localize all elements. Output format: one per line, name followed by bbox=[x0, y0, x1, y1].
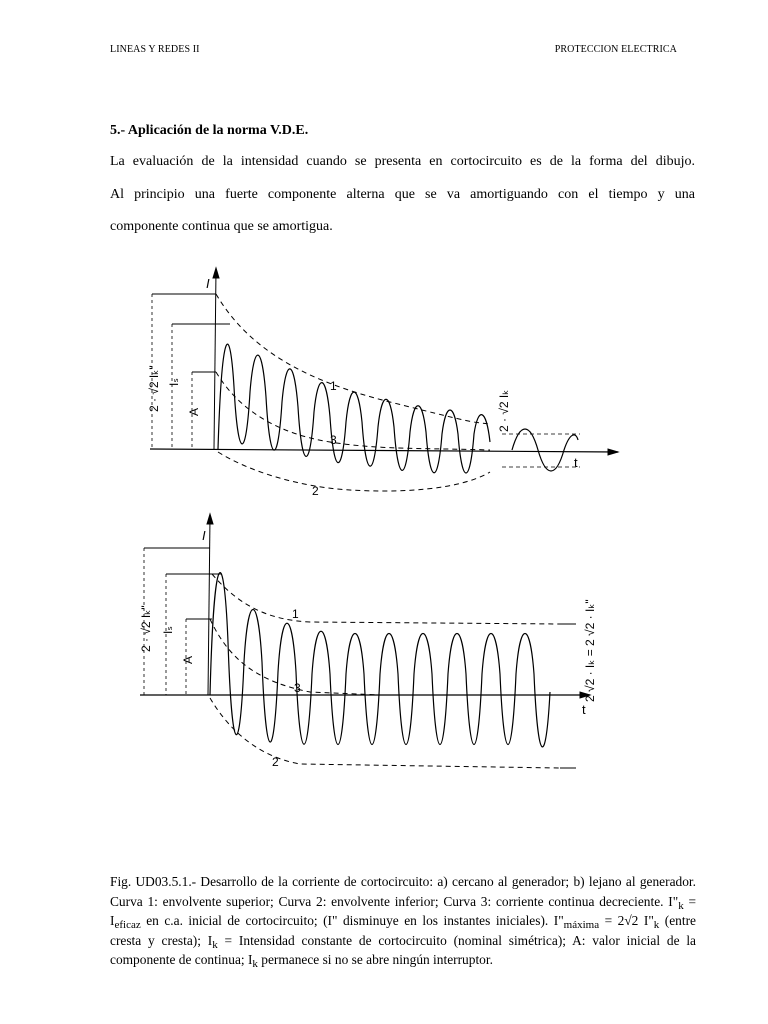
b-is-label: Iₛ bbox=[161, 626, 175, 634]
b-steady-label: 2 √2 · Iₖ = 2 √2 · Iₖ" bbox=[583, 599, 597, 702]
header-right: PROTECCION ELECTRICA bbox=[554, 44, 677, 55]
header-left: LINEAS Y REDES II bbox=[110, 44, 200, 55]
section-title: 5.- Aplicación de la norma V.D.E. bbox=[110, 123, 309, 138]
a-current-wave bbox=[218, 344, 490, 473]
figure-caption: Fig. UD03.5.1.- Desarrollo de la corriente de cortocircuito: a) cercano al generador; b) lejano al generador. Curva 1: envolvente superior; Curva 2: envolvente inferior; Curva 3: corriente continua decreciente. $I"_k = I_{eficaz}$ en c.a. inicial de cortocircuito; (I" disminuye en los instantes iniciales). $I"_{máxima} = 2√2$ $I"_k$ (entre cresta y cresta); $I_k$ = Intensidad constante de cortocircuito (nominal simétrica); A: valor inicial de la componente de continua; $I_k$ permanece si no se abre ningún interruptor. bbox=[110, 874, 697, 970]
short-circuit-figure bbox=[130, 262, 640, 792]
b-current-wave bbox=[210, 573, 550, 747]
paragraph-3: componente continua que se amortigua. bbox=[110, 219, 333, 234]
diagram-b bbox=[140, 514, 590, 768]
a-curve-1-label: 1 bbox=[330, 379, 337, 393]
a-axis-t-label: t bbox=[574, 455, 578, 470]
b-axis-i-label: I bbox=[202, 528, 206, 543]
a-time-axis bbox=[150, 449, 618, 452]
a-curve-1 bbox=[216, 294, 490, 424]
a-curve-3-label: 3 bbox=[330, 433, 337, 447]
diagram-a-labels bbox=[147, 276, 578, 498]
b-curve-2-label: 2 bbox=[272, 755, 279, 769]
a-steady-label: 2 · √2 Iₖ bbox=[497, 389, 511, 432]
diagram-a bbox=[150, 268, 618, 491]
b-curve-3-label: 3 bbox=[294, 681, 301, 695]
a-peak-label: 2 · √2 Iₖ" bbox=[147, 365, 161, 412]
b-peak-label: 2 · √2 Iₖ" bbox=[139, 605, 153, 652]
b-curve-1-label: 1 bbox=[292, 607, 299, 621]
b-axis-t-label: t bbox=[582, 702, 586, 717]
paragraph-2: Al principio una fuerte componente alterna que se va amortiguando con el tiempo y una bbox=[110, 187, 695, 202]
a-curve-2-label: 2 bbox=[312, 484, 319, 498]
a-curve-3 bbox=[216, 372, 490, 450]
a-axis-i-label: I bbox=[206, 276, 210, 291]
a-current-axis bbox=[214, 270, 216, 449]
a-steady-wave bbox=[512, 429, 578, 471]
b-curve-1 bbox=[212, 574, 560, 624]
paragraph-1: La evaluación de la intensidad cuando se presenta en cortocircuito es de la forma del dibujo. bbox=[110, 154, 695, 169]
b-current-axis bbox=[208, 517, 210, 695]
a-a-label: A bbox=[187, 407, 201, 416]
b-a-label: A bbox=[181, 655, 195, 664]
a-curve-2 bbox=[218, 452, 490, 491]
a-is-label: Iₛ bbox=[167, 378, 181, 386]
b-curve-2 bbox=[210, 698, 560, 768]
